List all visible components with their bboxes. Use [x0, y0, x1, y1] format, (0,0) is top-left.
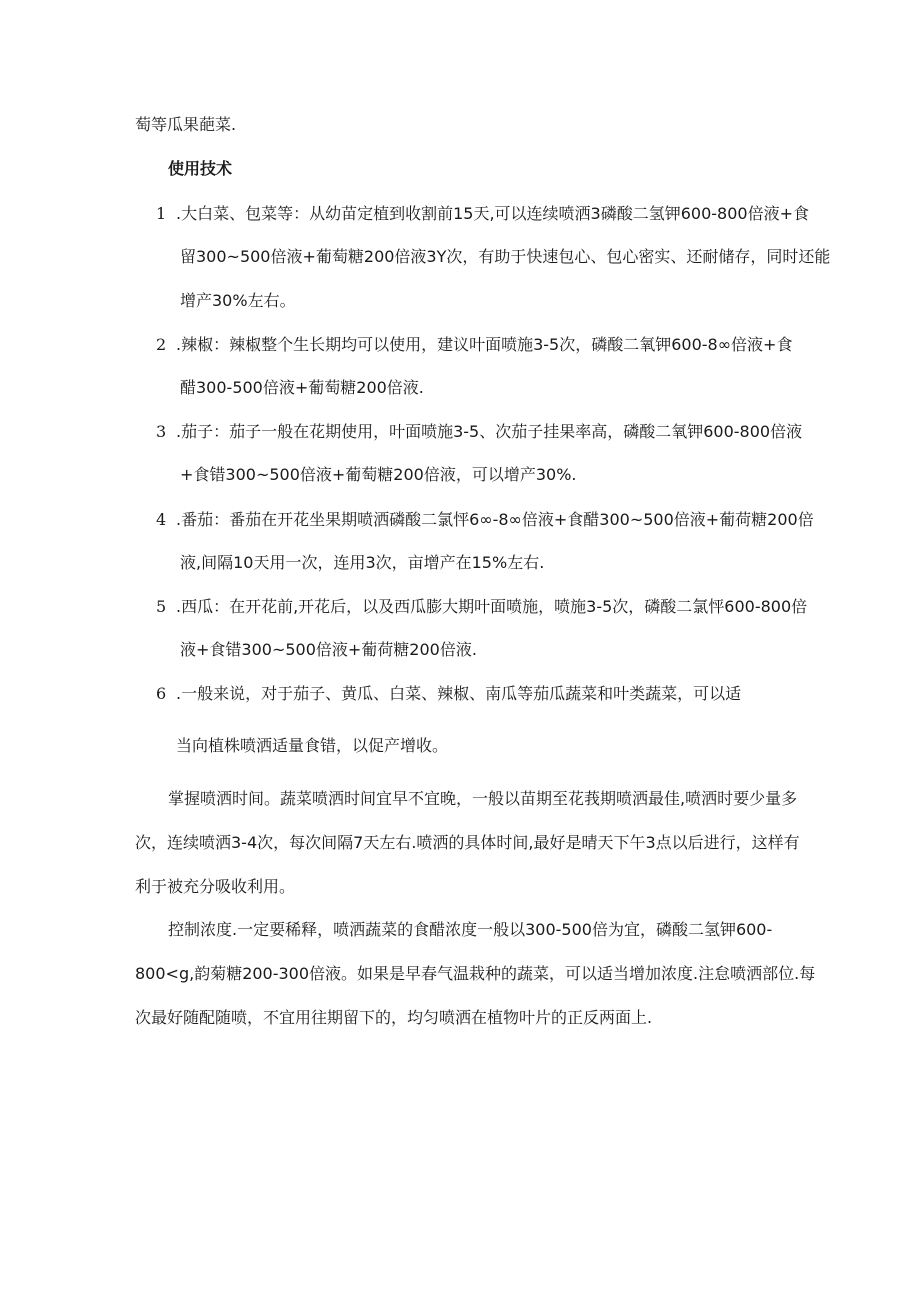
list-item-line: .大白菜、包菜等：从幼苗定植到收割前15天,可以连续喷洒3磷酸二氢钾600-800倍液+食	[176, 204, 809, 223]
list-item-line: 液,间隔10天用一次，连用3次，亩增产在15%左右.	[180, 553, 545, 572]
paragraph-concentration-line: 次最好随配随喷，不宜用往期留下的，均匀喷洒在植物叶片的正反两面上.	[135, 1008, 653, 1027]
list-item-line: 增产30%左右。	[180, 291, 296, 310]
list-item-line: .西瓜：在开花前,开花后，以及西瓜膨大期叶面喷施，喷施3-5次，磷酸二氯怦600-800倍	[176, 597, 808, 616]
paragraph-concentration-line: 控制浓度.一定要稀释，喷洒蔬菜的食醋浓度一般以300-500倍为宜，磷酸二氢钾600-	[168, 920, 773, 939]
paragraph-timing-line: 掌握喷洒时间。蔬菜喷洒时间宜早不宜晚，一般以苗期至花莪期喷洒最佳,喷洒时要少量多	[168, 789, 798, 808]
list-item-line: 液+食错300~500倍液+葡荷糖200倍液.	[180, 640, 477, 659]
list-item-line: .茄子：茄子一般在花期使用，叶面喷施3-5、次茄子挂果率高，磷酸二氧钾600-800倍液	[176, 422, 803, 441]
paragraph-concentration-line: 800<g,韵菊糖200-300倍液。如果是早春气温栽种的蔬菜，可以适当增加浓度.注怠喷洒部位.每	[135, 964, 816, 983]
intro-tail-text: 萄等瓜果葩菜.	[135, 115, 237, 134]
list-item-line: .番茄：番茄在开花坐果期喷洒磷酸二氯怦6∞-8∞倍液+食醋300~500倍液+葡荷糖200倍	[176, 510, 814, 529]
list-item-line: .辣椒：辣椒整个生长期均可以使用，建议叶面喷施3-5次，磷酸二氧钾600-8∞倍液+食	[176, 335, 793, 354]
section-heading: 使用技术	[168, 159, 233, 178]
list-item-number: 2	[156, 335, 167, 354]
paragraph-timing-line: 利于被充分吸收利用。	[135, 877, 296, 896]
list-item-line: 醋300-500倍液+葡萄糖200倍液.	[180, 378, 424, 397]
list-item-line: .一般来说，对于茄子、黄瓜、白菜、辣椒、南瓜等茄瓜蔬菜和叶类蔬菜，可以适	[176, 684, 742, 703]
list-item-number: 1	[156, 204, 167, 223]
list-item-number: 4	[156, 510, 167, 529]
list-item-number: 6	[156, 684, 167, 703]
list-item-number: 3	[156, 422, 167, 441]
list-item-number: 5	[156, 597, 167, 616]
paragraph-timing-line: 次，连续喷洒3-4次，每次间隔7天左右.喷洒的具体时间,最好是晴天下午3点以后进行，这样有	[135, 833, 800, 852]
list-item-line: 当向植株喷洒适量食错，以促产增收。	[176, 736, 449, 755]
list-item-line: 留300~500倍液+葡萄糖200倍液3Y次，有助于快速包心、包心密实、还耐储存，同时还能	[180, 247, 831, 266]
list-item-line: +食错300~500倍液+葡萄糖200倍液，可以增产30%.	[180, 465, 577, 484]
